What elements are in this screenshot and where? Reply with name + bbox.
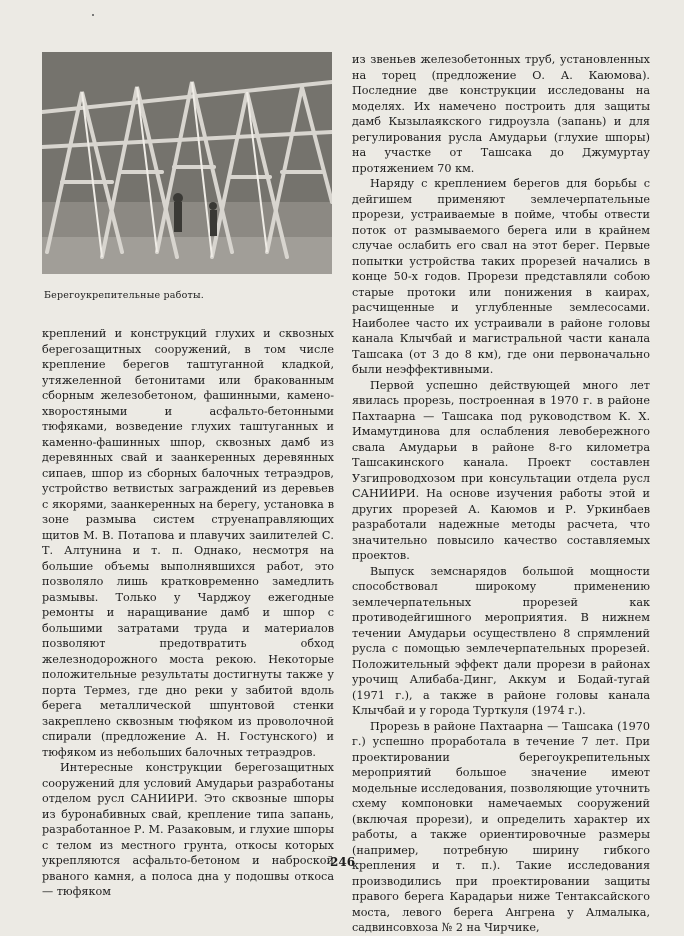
paragraph: Наряду с креплением берегов для борьбы с дейгишем применяют землечерпательные прорези, устраиваемые в пойме, чтобы отвести поток от размываемого берега или в крайнем случае ослабить его свал на этот берег. Первые попытки устройства таких прорезей начались в конце 50-х годов. Прорези представляли собою старые протоки или понижения в каирах, расчищенные и углубленные землесосами. Наиболее часто их устраивали в районе головы канала Клычбай и магистральной части канала Ташсака (от 3 до 8 км), где они первоначально были неэффективными. [352,177,650,376]
paragraph: креплений и конструкций глухих и сквозных берегозащитных сооружений, в том числе крепление берегов таштуганной кладкой, утяжеленной бетонитами или бракованным сборным железобетоном, фашинными, камено-хворостяными и асфальто-бетонными тюфяками, возведение глухих таштуганных и каменно-фашинных шпор, сквозных дамб из деревянных свай и заанкеренных деревянных сипаев, шпор из сборных балочных тетраэдров, устройство ветвистых заграждений из деревьев с якорями, заанкеренных на берегу, установка в зоне размыва систем струенаправляющих щитов М. В. Потапова и плавучих заилителей С. Т. Алтунина и т. п. Однако, несмотря на большие объемы выполнявшихся работ, это позволяло лишь кратковременно замедлить размывы. Только у Чарджоу ежегодные ремонты и наращивание дамб и шпор с большими затратами труда и материалов позволяют предотвратить обход железнодорожного моста рекою. Некоторые положительные результаты достигнуты также у порта Термез, где дно реки у забитой вдоль берега металлической шпунтовой стенки закреплено сквозным тюфяком из проволочной спирали (предложение А. Н. Гостунского) и тюфяком из небольших балочных тетраэдров. [42,327,334,759]
paragraph: Первой успешно действующей много лет явилась прорезь, построенная в 1970 г. в районе Пахтаарна — Ташсака под руководством К. Х. Имамутдинова для ослабления левобережного свала Амударьи в районе 8-го километра Ташсакинского канала. Проект составлен Узгипроводхозом при консультации отдела русл САНИИРИ. На основе изучения работы этой и других прорезей А. Каюмов и Р. Уркинбаев разработали надежные методы расчета, что значительно повысило качество составляемых проектов. [352,378,650,562]
page-number: 246 [330,855,356,869]
photo-illustration [42,52,332,274]
print-speck [92,14,94,16]
paragraph: Прорезь в районе Пахтаарна — Ташсака (1970 г.) успешно проработала в течение 7 лет. При проектировании берегоукрепительных мероприятий большое значение имеют модельные исследования, позволяющие уточнить схему компоновки намечаемых сооружений (включая прорези), и определить характер их работы, а также ориентировочные размеры (например, потребную ширину гибкого крепления и т. п.). Такие исследования производились при проектировании защиты правого берега Карадарьи ниже Тентаксайского моста, левого берега Ангрена у Алмалыка, садвинсовхоза № 2 на Чирчике, [352,719,650,934]
photo-bank-protection-works [42,52,332,274]
paragraph: Интересные конструкции берегозащитных сооружений для условий Амударьи разработаны отделом русл САНИИРИ. Это сквозные шпоры из буронабивных свай, крепление типа запань, разработанное Р. М. Разаковым, и глухие шпоры с телом из местного грунта, откосы которых укрепляются асфальто-бетоном и наброской рваного камня, а полоса дна у подошвы откоса — тюфяком [42,761,335,898]
paragraph: из звеньев железобетонных труб, установленных на торец (предложение О. А. Каюмова). Последние две конструкции исследованы на моделях. Их намечено построить для защиты дамб Кызылаякского гидроузла (запань) и для регулирования русла Амударьи (глухие шпоры) на участке от Ташсака до Джумуртау протяжением 70 км. [352,53,650,175]
paragraph: Выпуск земснарядов большой мощности способствовал широкому применению землечерпательных прорезей как противодейгишного мероприятия. В нижнем течении Амударьи осуществлено 8 спрямлений русла с помощью землечерпательных прорезей. Положительный эффект дали прорези в районах урочищ Алибаба-Динг, Аккум и Бодай-тугай (1971 г.), а также в районе головы канала Клычбай и у города Турткуля (1974 г.). [352,564,650,717]
left-text-column [42,326,334,900]
figure-caption: Берегоукрепительные работы. [44,290,204,301]
right-text-column [352,52,650,936]
